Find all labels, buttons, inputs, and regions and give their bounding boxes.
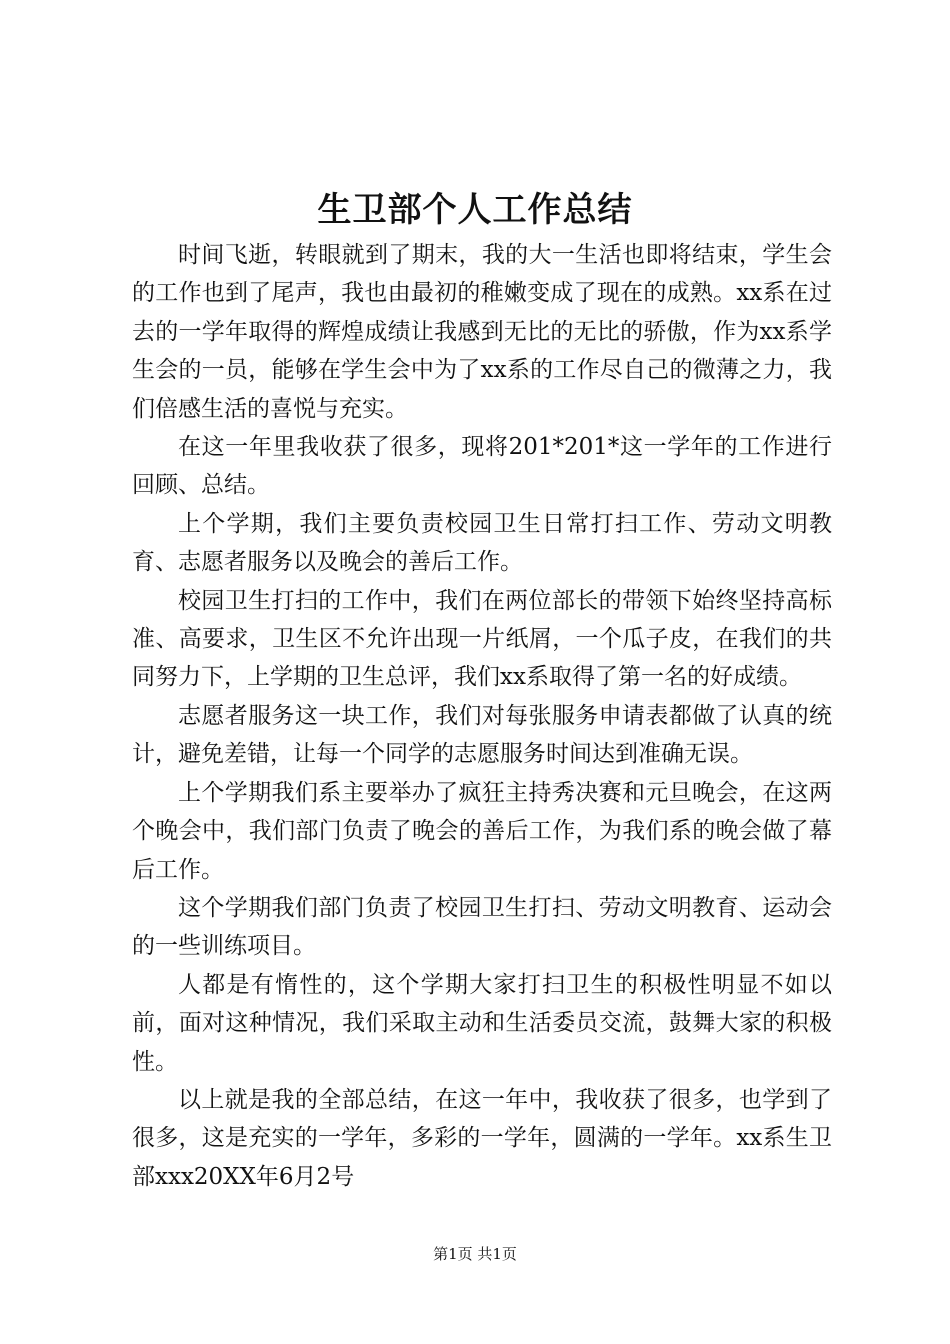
- document-body: [132, 236, 832, 1196]
- paragraph: 上个学期，我们主要负责校园卫生日常打扫工作、劳动文明教育、志愿者服务以及晚会的善后工作。: [132, 510, 832, 576]
- paragraph: 在这一年里我收获了很多，现将201*201*这一学年的工作进行回顾、总结。: [132, 434, 832, 499]
- paragraph: 上个学期我们系主要举办了疯狂主持秀决赛和元旦晚会，在这两个晚会中，我们部门负责了晚会的善后工作，为我们系的晚会做了幕后工作。: [132, 779, 832, 883]
- paragraph: 以上就是我的全部总结，在这一年中，我收获了很多，也学到了很多，这是充实的一学年，多彩的一学年，圆满的一学年。xx系生卫部xxx20XX年6月2号: [132, 1086, 832, 1190]
- paragraph: 这个学期我们部门负责了校园卫生打扫、劳动文明教育、运动会的一些训练项目。: [132, 894, 832, 960]
- paragraph: 校园卫生打扫的工作中，我们在两位部长的带领下始终坚持高标准、高要求，卫生区不允许出现一片纸屑，一个瓜子皮，在我们的共同努力下，上学期的卫生总评，我们xx系取得了第一名的好成绩。: [132, 587, 832, 691]
- page-footer: 第1页 共1页: [433, 1245, 517, 1263]
- document-title: 生卫部个人工作总结: [317, 190, 633, 230]
- paragraph: 志愿者服务这一块工作，我们对每张服务申请表都做了认真的统计，避免差错，让每一个同学的志愿服务时间达到准确无误。: [132, 702, 832, 768]
- paragraph: 人都是有惰性的，这个学期大家打扫卫生的积极性明显不如以前，面对这种情况，我们采取主动和生活委员交流，鼓舞大家的积极性。: [132, 971, 832, 1075]
- paragraph: 时间飞逝，转眼就到了期末，我的大一生活也即将结束，学生会的工作也到了尾声，我也由最初的稚嫩变成了现在的成熟。xx系在过去的一学年取得的辉煌成绩让我感到无比的无比的骄傲，作为xx系学生会的一员，能够在学生会中为了xx系的工作尽自己的微薄之力，我们倍感生活的喜悦与充实。: [132, 242, 832, 422]
